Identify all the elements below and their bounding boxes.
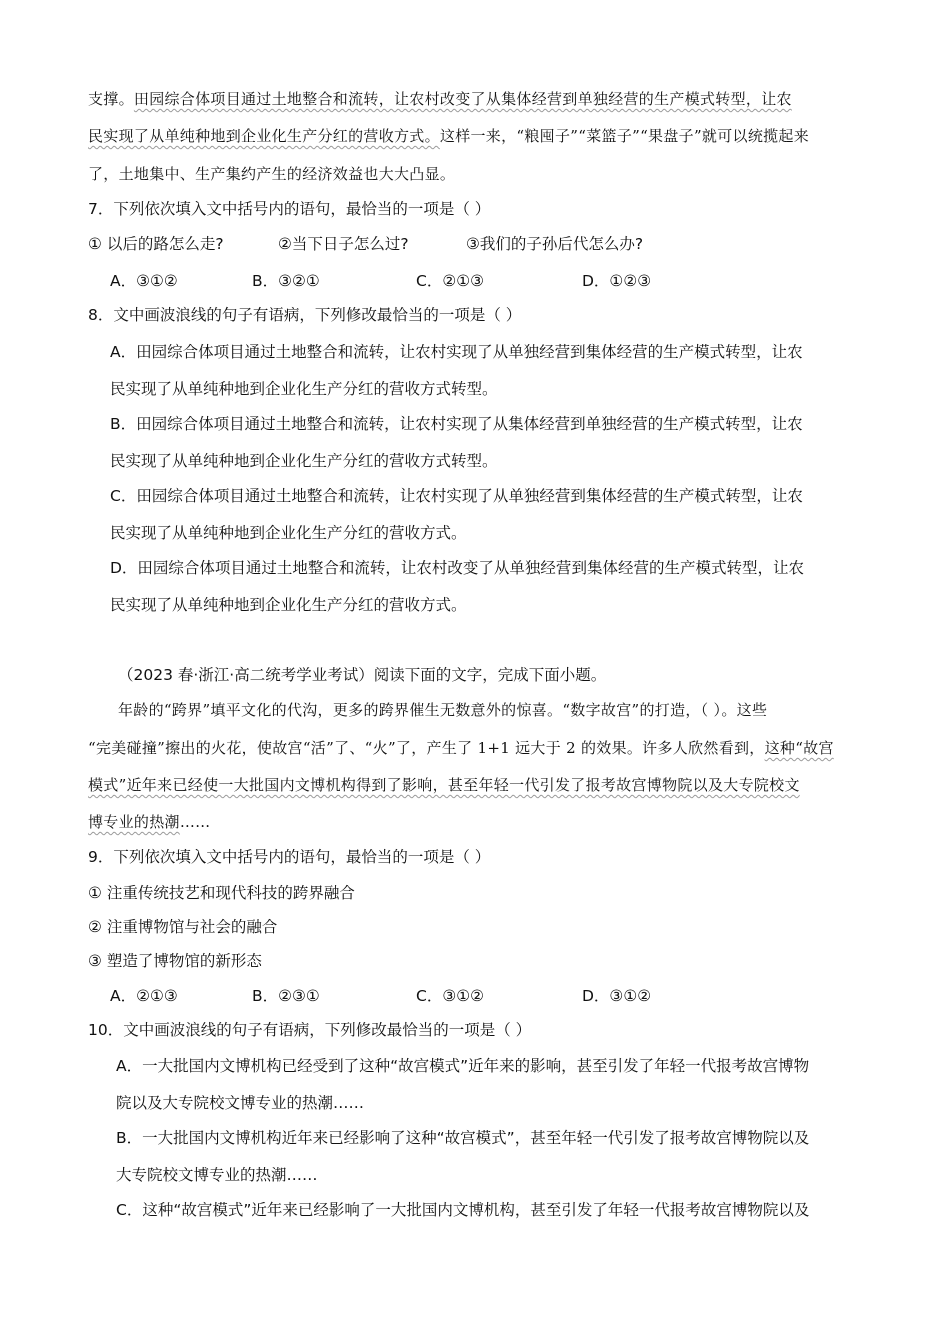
wavy-sentence-part: 田园综合体项目通过土地整合和流转，让农村改变了从集体经营到单独经营的生产模式转型，让农 (133, 90, 792, 108)
section2-intro: （2023 春·浙江·高二统考学业考试）阅读下面的文字，完成下面小题。 (118, 666, 607, 684)
q8-option-d-cont[interactable]: 民实现了从单纯种地到企业化生产分红的营收方式。 (110, 596, 467, 614)
q8-option-c-cont[interactable]: 民实现了从单纯种地到企业化生产分红的营收方式。 (110, 524, 467, 542)
q7-option-d[interactable]: D．①②③ (582, 272, 652, 290)
q10-option-a-cont[interactable]: 院以及大专院校文博专业的热潮…… (116, 1094, 365, 1112)
passage2-line-3 (88, 774, 800, 796)
passage2-line-1: 年龄的“跨界”填平文化的代沟，更多的跨界催生无数意外的惊喜。“数字故宫”的打造，（ ）。这些 (118, 701, 768, 719)
q9-item-3: ③ 塑造了博物馆的新形态 (88, 952, 262, 970)
q8-option-a-cont[interactable]: 民实现了从单纯种地到企业化生产分红的营收方式转型。 (110, 380, 498, 398)
q8-option-b[interactable]: B．田园综合体项目通过土地整合和流转，让农村实现了从集体经营到单独经营的生产模式转型，让农 (110, 415, 803, 433)
q9-option-b[interactable]: B．②③① (252, 987, 320, 1005)
q9-stem: 9．下列依次填入文中括号内的语句，最恰当的一项是（ ） (88, 848, 491, 866)
q7-item-1: ① 以后的路怎么走? (88, 235, 224, 253)
q10-stem: 10．文中画波浪线的句子有语病，下列修改最恰当的一项是（ ） (88, 1021, 532, 1039)
wavy-sentence-part: 模式”近年来已经使一大批国内文博机构得到了影响，甚至年轻一代引发了报考故宫博物院以及大专院校文 (88, 776, 800, 794)
q9-item-1: ① 注重传统技艺和现代科技的跨界融合 (88, 884, 355, 902)
q9-option-d[interactable]: D．③①② (582, 987, 652, 1005)
q10-option-c[interactable]: C．这种“故宫模式”近年来已经影响了一大批国内文博机构，甚至引发了年轻一代报考故宫博物院以及 (116, 1201, 810, 1219)
q10-option-b[interactable]: B．一大批国内文博机构近年来已经影响了这种“故宫模式”，甚至年轻一代引发了报考故宫博物院以及 (116, 1129, 810, 1147)
q7-item-3: ③我们的子孙后代怎么办? (466, 235, 644, 253)
q10-option-b-cont[interactable]: 大专院校文博专业的热潮…… (116, 1166, 318, 1184)
q9-option-c[interactable]: C．③①② (416, 987, 485, 1005)
q9-item-2: ② 注重博物馆与社会的融合 (88, 918, 278, 936)
q8-option-a[interactable]: A．田园综合体项目通过土地整合和流转，让农村实现了从单独经营到集体经营的生产模式转型，让农 (110, 343, 803, 361)
passage2-line-2: “完美碰撞”擦出的火花，使故宫“活”了、“火”了，产生了 1+1 远大于 2 的效果。许多人欣然看到，这种“故宫 (88, 739, 834, 757)
passage1-line-2: 民实现了从单纯种地到企业化生产分红的营收方式。这样一来，“粮囤子”“菜篮子”“果盘子”就可以统揽起来 (88, 127, 810, 145)
wavy-sentence-part: 博专业的热潮 (88, 813, 180, 831)
q8-option-d[interactable]: D．田园综合体项目通过土地整合和流转，让农村改变了从单独经营到集体经营的生产模式转型，让农 (110, 559, 804, 577)
q7-option-a[interactable]: A．③①② (110, 272, 178, 290)
wavy-sentence-part: 民实现了从单纯种地到企业化生产分红的营收方式。 (88, 127, 440, 145)
passage2-line-4: 博专业的热潮…… (88, 813, 211, 831)
q7-item-2: ②当下日子怎么过? (278, 235, 409, 253)
q7-option-c[interactable]: C．②①③ (416, 272, 485, 290)
q7-stem: 7．下列依次填入文中括号内的语句，最恰当的一项是（ ） (88, 200, 491, 218)
q8-option-b-cont[interactable]: 民实现了从单纯种地到企业化生产分红的营收方式转型。 (110, 452, 498, 470)
q10-option-a[interactable]: A．一大批国内文博机构已经受到了这种“故宫模式”近年来的影响，甚至引发了年轻一代报考故宫博物 (116, 1057, 810, 1075)
passage1-line-3: 了，土地集中、生产集约产生的经济效益也大大凸显。 (88, 165, 456, 183)
passage1-line-1: 支撑。田园综合体项目通过土地整合和流转，让农村改变了从集体经营到单独经营的生产模式转型，让农 (88, 90, 792, 108)
q7-option-b[interactable]: B．③②① (252, 272, 320, 290)
q8-stem: 8．文中画波浪线的句子有语病，下列修改最恰当的一项是（ ） (88, 306, 522, 324)
wavy-sentence-part: 这种“故宫 (764, 739, 834, 757)
q8-option-c[interactable]: C．田园综合体项目通过土地整合和流转，让农村实现了从单独经营到集体经营的生产模式转型，让农 (110, 487, 803, 505)
q9-option-a[interactable]: A．②①③ (110, 987, 178, 1005)
